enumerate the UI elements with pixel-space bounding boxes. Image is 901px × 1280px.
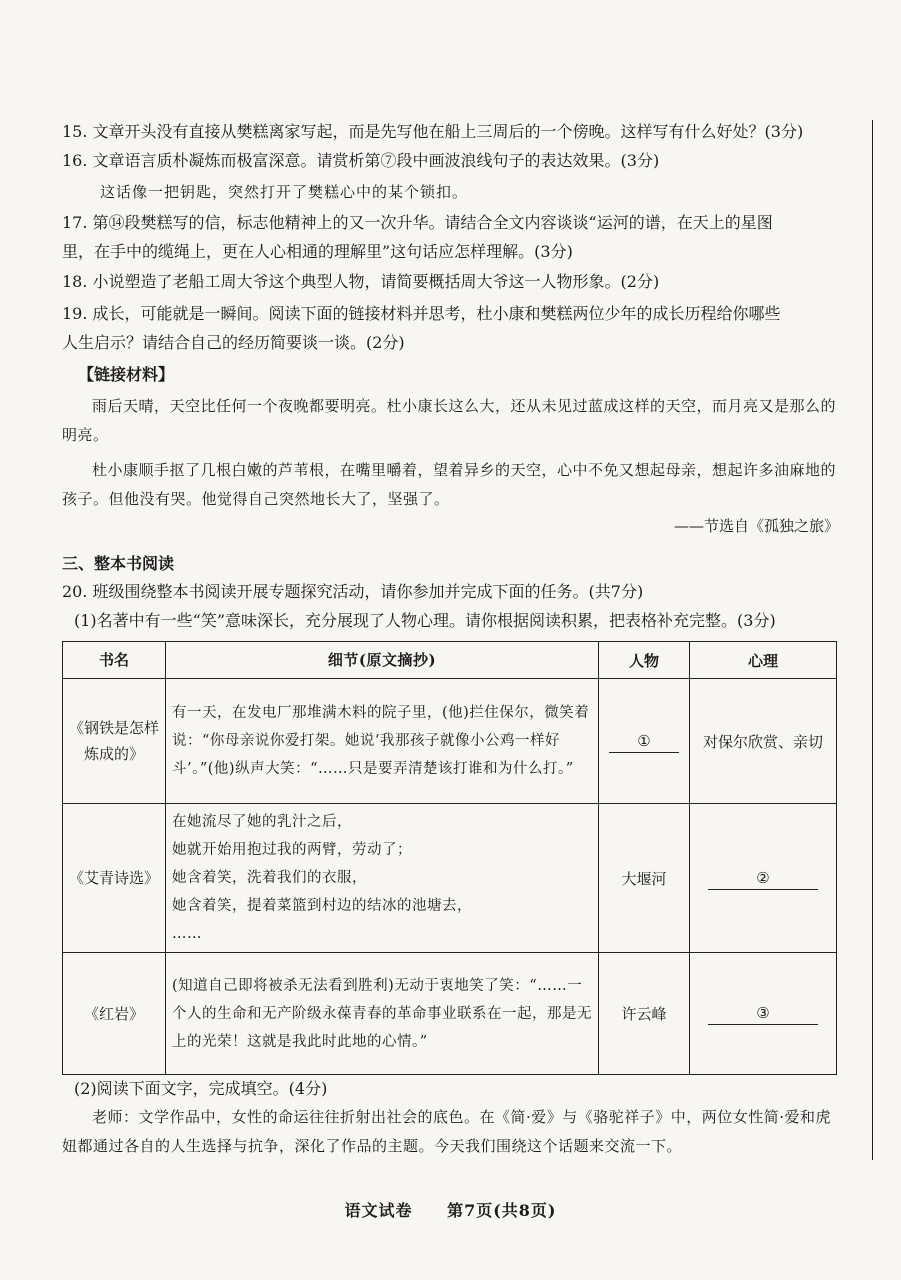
row2-detail-line: 在她流尽了她的乳汁之后， [172,814,352,830]
row1-person-blank: ① [609,730,679,753]
table-row [63,953,837,1075]
table-row [63,679,837,804]
reading-table [62,641,837,1075]
row3-mind-blank: ③ [708,1002,818,1025]
page-footer [0,1198,901,1221]
link-material-source: ——节选自《孤独之旅》 [673,517,839,535]
section-3-title: 三、整本书阅读 [62,554,175,573]
question-19-line1: 19. 成长，可能就是一瞬间。阅读下面的链接材料并思考，杜小康和樊糕两位少年的成长历程给你哪些 [62,304,781,323]
table-header-row [63,642,837,679]
header-book: 书名 [63,642,166,679]
question-17-line1: 17. 第⑭段樊糕写的信，标志他精神上的又一次升华。请结合全文内容谈谈“运河的谱，在天上的星图 [62,213,773,232]
link-material-para1: 雨后天晴，天空比任何一个夜晚都要明亮。杜小康长这么大，还从未见过蓝成这样的天空，而月亮又是那么的明亮。 [62,397,837,444]
row2-detail [166,804,599,953]
row1-book: 《钢铁是怎样炼成的》 [63,679,166,804]
row2-person: 大堰河 [599,804,690,953]
row3-person: 许云峰 [599,953,690,1075]
question-16-quote: 这话像一把钥匙，突然打开了樊糕心中的某个锁扣。 [100,183,469,201]
header-detail: 细节(原文摘抄) [166,642,599,679]
footer-subject: 语文试卷 [344,1201,413,1220]
part-2-title: (2)阅读下面文字，完成填空。(4分) [74,1079,328,1098]
header-person: 人物 [599,642,690,679]
link-material-heading: 【链接材料】 [78,365,175,384]
table-row [63,804,837,953]
row1-detail: 有一天，在发电厂那堆满木料的院子里，(他)拦住保尔，微笑着说：“你母亲说你爱打架。她说‘我那孩子就像小公鸡一样好斗’。”(他)纵声大笑：“……只是要弄清楚该打谁和为什么打。” [166,679,599,804]
row2-detail-line: 她含着笑，提着菜篮到村边的结冰的池塘去， [172,898,472,914]
header-mind: 心理 [690,642,837,679]
row2-detail-line: 她就开始用抱过我的两臂，劳动了； [172,842,412,858]
row1-mind: 对保尔欣赏、亲切 [690,679,837,804]
question-16: 16. 文章语言质朴凝炼而极富深意。请赏析第⑦段中画波浪线句子的表达效果。(3分) [62,151,660,170]
teacher-paragraph: 老师：文学作品中，女性的命运往往折射出社会的底色。在《简·爱》与《骆驼祥子》中，两位女性简·爱和虎妞都通过各自的人生选择与抗争，深化了作品的主题。今天我们围绕这个话题来交流一下。 [62,1108,832,1155]
question-18: 18. 小说塑造了老船工周大爷这个典型人物，请简要概括周大爷这一人物形象。(2分) [62,272,660,291]
row2-book: 《艾青诗选》 [63,804,166,953]
question-20-1: (1)名著中有一些“笑”意味深长，充分展现了人物心理。请你根据阅读积累，把表格补充完整。(3分) [74,611,776,630]
binding-margin-line [872,120,873,1160]
row2-mind-blank: ② [708,867,818,890]
question-15: 15. 文章开头没有直接从樊糕离家写起，而是先写他在船上三周后的一个傍晚。这样写有什么好处？(3分) [62,122,804,141]
link-material-para2: 杜小康顺手抠了几根白嫩的芦苇根，在嘴里嚼着，望着异乡的天空，心中不免又想起母亲，想起许多油麻地的孩子。但他没有哭。他觉得自己突然地长大了，坚强了。 [62,461,837,508]
row2-detail-line: 她含着笑，洗着我们的衣服， [172,870,367,886]
question-19-line2: 人生启示？请结合自己的经历简要谈一谈。(2分) [62,333,405,352]
row3-book: 《红岩》 [63,953,166,1075]
question-17-line2: 里，在手中的缆绳上，更在人心相通的理解里”这句话应怎样理解。(3分) [62,242,573,261]
question-20: 20. 班级围绕整本书阅读开展专题探究活动，请你参加并完成下面的任务。(共7分) [62,582,644,601]
row3-detail: (知道自己即将被杀无法看到胜利)无动于衷地笑了笑：“……一个人的生命和无产阶级永葆青春的革命事业联系在一起，那是无上的光荣！这就是我此时此地的心情。” [166,953,599,1075]
row2-detail-line: …… [172,926,202,942]
footer-page-number: 第7页(共8页) [447,1201,557,1220]
